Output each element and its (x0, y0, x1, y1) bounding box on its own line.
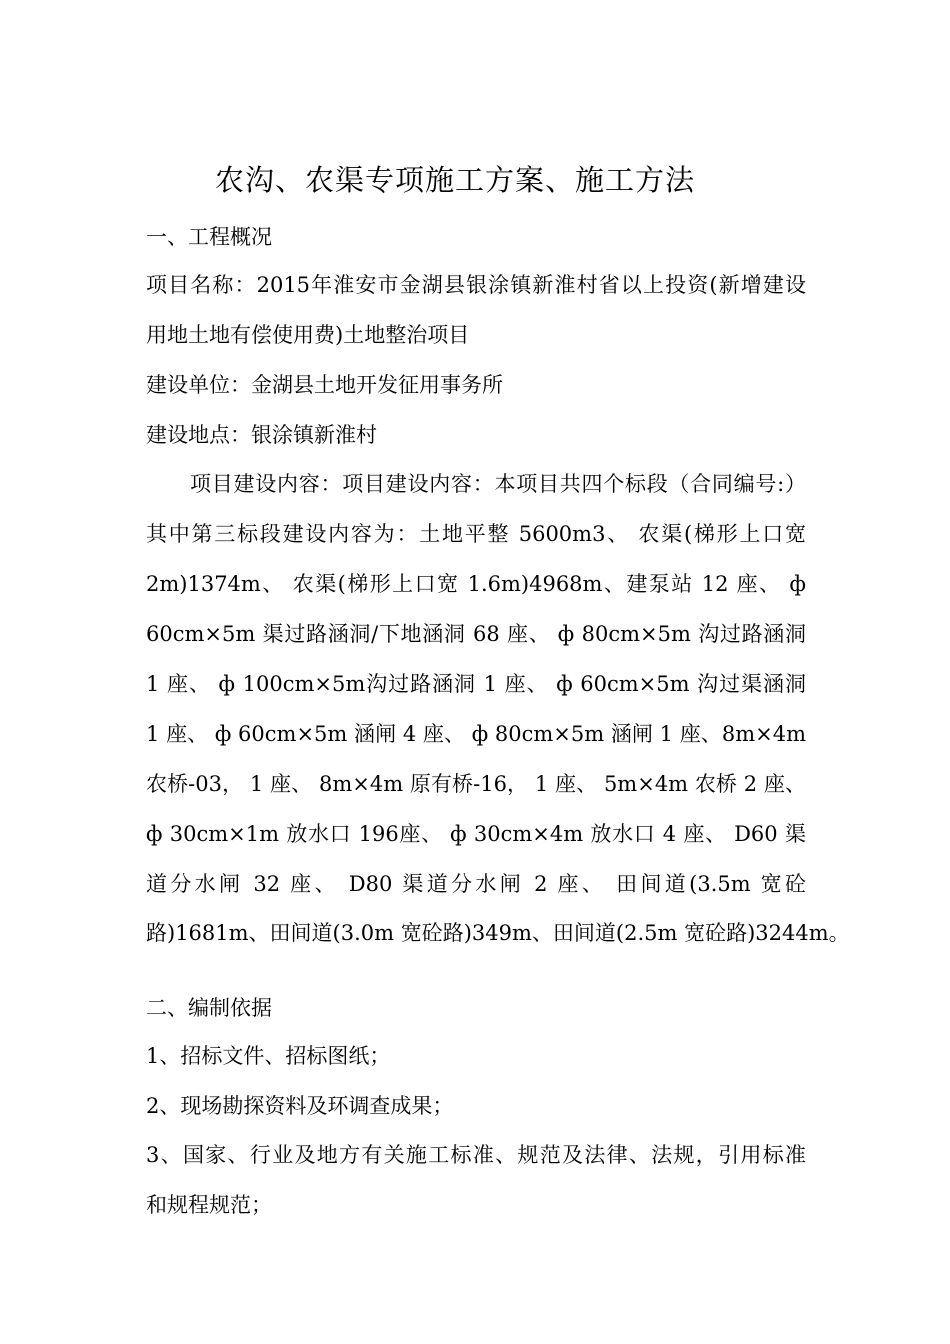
content-line: 1 座、 ф 60cm×5m 涵闸 4 座、 ф 80cm×5m 涵闸 1 座、8m×4m (146, 722, 806, 746)
section-heading-basis: 二、编制依据 (146, 996, 272, 1020)
content-line: 2m)1374m、 农渠(梯形上口宽 1.6m)4968m、建泵站 12 座、 ф (146, 572, 806, 596)
basis-item: 和规程规范； (146, 1193, 272, 1217)
content-line: 其中第三标段建设内容为：土地平整 5600m3、 农渠(梯形上口宽 (146, 522, 806, 546)
content-line: 60cm×5m 渠过路涵洞/下地涵洞 68 座、 ф 80cm×5m 沟过路涵洞 (146, 622, 806, 646)
basis-item: 1、招标文件、招标图纸； (146, 1044, 391, 1068)
document-title: 农沟、农渠专项施工方案、施工方法 (214, 163, 695, 197)
basis-item: 3、国家、行业及地方有关施工标准、规范及法律、法规，引用标准 (146, 1143, 806, 1167)
content-line: 项目建设内容：项目建设内容：本项目共四个标段（合同编号:） (190, 472, 806, 496)
project-name-line: 项目名称：2015年淮安市金湖县银涂镇新淮村省以上投资(新增建设 (146, 273, 806, 297)
location-line: 建设地点：银涂镇新淮村 (146, 423, 377, 447)
content-line: 道分水闸 32 座、 D80 渠道分水闸 2 座、 田间道(3.5m 宽砼 (146, 872, 806, 896)
content-line: 路)1681m、田间道(3.0m 宽砼路)349m、田间道(2.5m 宽砼路)3244m。 (146, 921, 850, 945)
content-line: ф 30cm×1m 放水口 196座、 ф 30cm×4m 放水口 4 座、 D60 渠 (146, 822, 806, 846)
builder-line: 建设单位：金湖县土地开发征用事务所 (146, 373, 503, 397)
content-line: 1 座、 ф 100cm×5m沟过路涵洞 1 座、 ф 60cm×5m 沟过渠涵洞 (146, 672, 806, 696)
section-heading-overview: 一、工程概况 (146, 225, 272, 249)
content-line: 农桥-03， 1 座、 8m×4m 原有桥-16， 1 座、 5m×4m 农桥 2 座、 (146, 772, 806, 796)
project-name-line: 用地土地有偿使用费)土地整治项目 (146, 323, 470, 347)
basis-item: 2、现场勘探资料及环调查成果； (146, 1094, 454, 1118)
